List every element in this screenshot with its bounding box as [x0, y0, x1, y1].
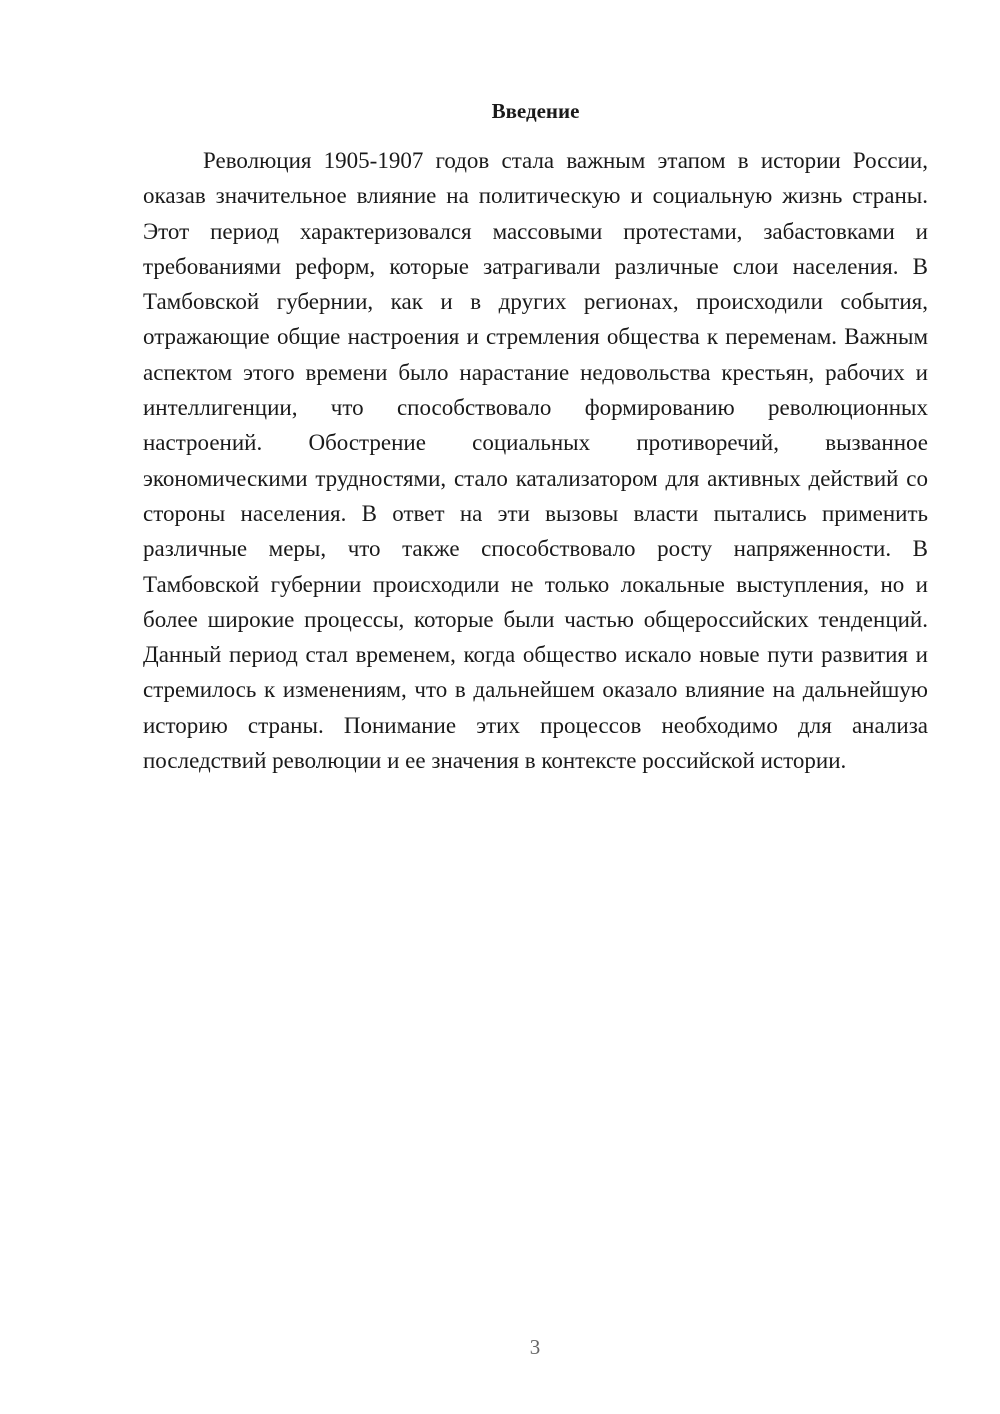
section-title: Введение: [491, 99, 580, 123]
body-paragraph: Революция 1905-1907 годов стала важным этапом в истории России, оказав значительное влияние на политическую и социальную жизнь страны. Этот период характеризовался массовыми протестами, забастовками и требованиями реформ, которые затрагивали различные слои населения. В Тамбовской губернии, как и в других регионах, происходили события, отражающие общие настроения и стремления общества к переменам. Важным аспектом этого времени было нарастание недовольства крестьян, рабочих и интеллигенции, что способствовало формированию революционных настроений. Обострение социальных противоречий, вызванное экономическими трудностями, стало катализатором для активных действий со стороны населения. В ответ на эти вызовы власти пытались применить различные меры, что также способствовало росту напряженности. В Тамбовской губернии происходили не только локальные выступления, но и более широкие процессы, которые были частью общероссийских тенденций. Данный период стал временем, когда общество искало новые пути развития и стремилось к изменениям, что в дальнейшем оказало влияние на дальнейшую историю страны. Понимание этих процессов необходимо для анализа последствий революции и ее значения в контексте российской истории.: [143, 148, 928, 774]
page-number: 3: [529, 1335, 541, 1359]
